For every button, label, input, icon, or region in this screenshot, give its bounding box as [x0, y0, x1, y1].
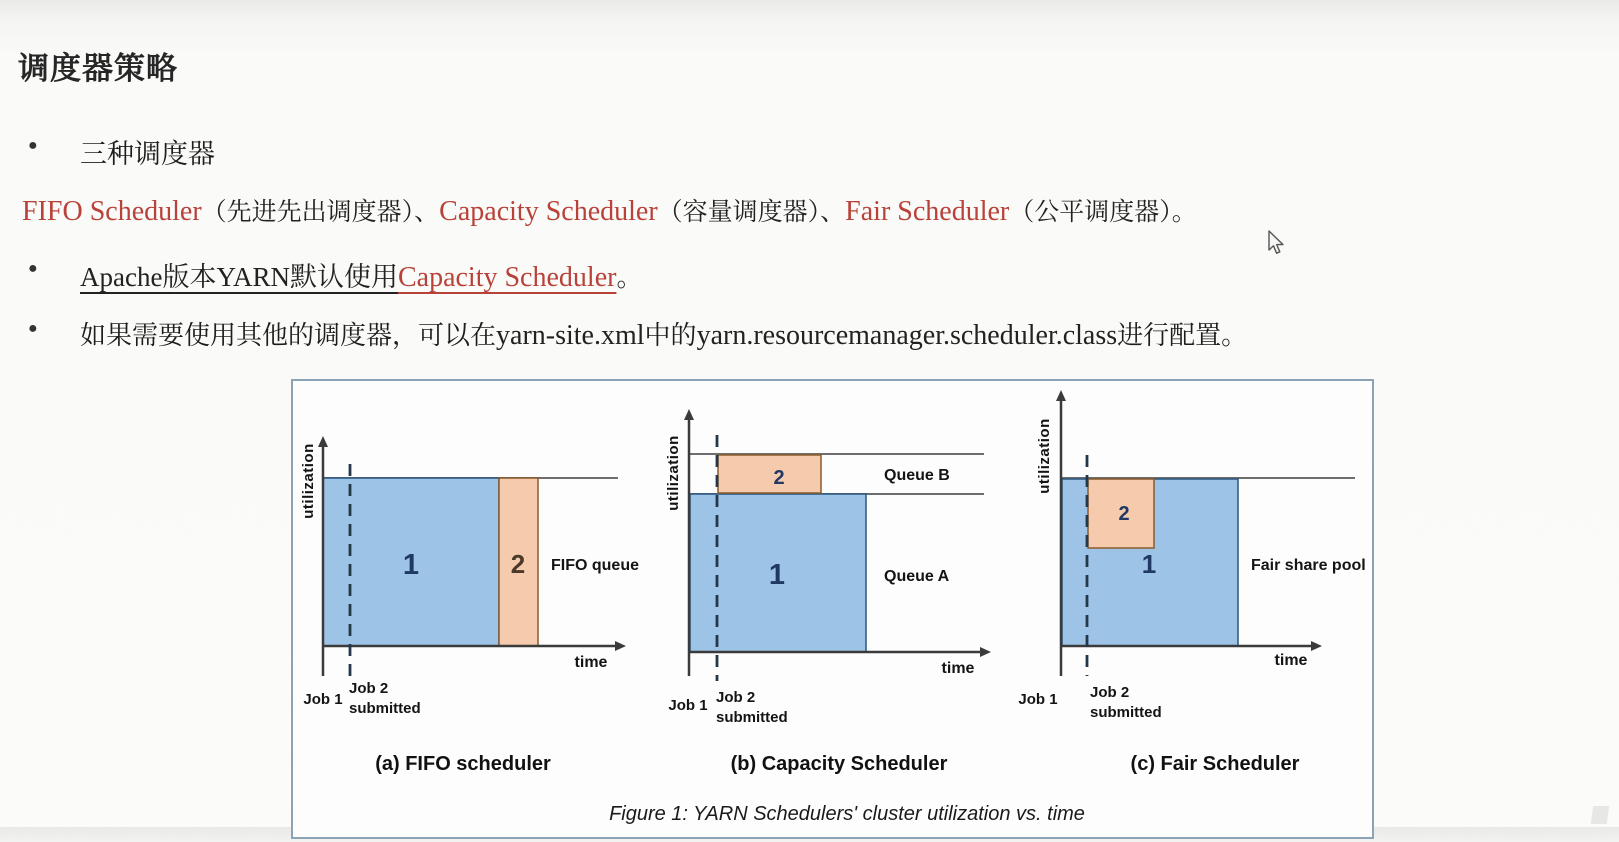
panel-c-caption: (c) Fair Scheduler	[1130, 753, 1300, 775]
x-axis-arrow	[615, 641, 626, 651]
job1-label: Job 1	[1018, 691, 1058, 708]
fifo-scheduler-cn: （先进先出调度器）、	[201, 198, 440, 226]
corner-artifact	[1591, 806, 1610, 824]
fair-share-pool-label: Fair share pool	[1251, 557, 1366, 574]
capacity-scheduler-text: Capacity Scheduler	[439, 196, 658, 227]
job2-block	[718, 455, 821, 493]
job1-label: Job 1	[303, 691, 343, 708]
capacity-scheduler-cn: （容量调度器）、	[657, 198, 846, 226]
job1-number: 1	[1141, 549, 1157, 579]
scheduler-class-code: yarn.resourcemanager.scheduler.class	[696, 320, 1118, 351]
bullet-row-3	[0, 315, 1610, 352]
job2-label-line1: Job 2	[716, 689, 756, 706]
y-axis-label: utilization	[1036, 418, 1053, 494]
bullet3-seg3: 进行配置。	[1117, 320, 1248, 350]
mouse-cursor-icon	[1266, 230, 1288, 256]
panel-capacity	[665, 409, 991, 775]
schedulers-diagram	[293, 381, 1372, 837]
job2-label-line2: submitted	[349, 700, 421, 717]
yarn-schedulers-figure	[291, 379, 1374, 839]
job2-number: 2	[510, 549, 526, 579]
bullet-row-2	[0, 255, 1610, 294]
y-axis-label: utilization	[300, 443, 317, 519]
fifo-queue-label: FIFO queue	[551, 557, 639, 574]
y-axis-arrow	[684, 409, 694, 420]
bullet3-seg2: 中的	[644, 320, 697, 350]
x-axis-arrow	[1311, 641, 1322, 651]
x-axis-label: time	[941, 660, 975, 677]
job2-label-line2: submitted	[1090, 704, 1162, 721]
job2-label-line1: Job 2	[1090, 684, 1130, 701]
queue-b-label: Queue B	[884, 467, 950, 484]
panel-a-caption: (a) FIFO scheduler	[375, 753, 551, 775]
fair-scheduler-text: Fair Scheduler	[845, 196, 1010, 227]
y-axis-arrow	[318, 436, 328, 447]
job1-label: Job 1	[668, 697, 708, 714]
bullet-row-1	[0, 132, 1610, 171]
panel-fair	[1018, 390, 1365, 775]
bullet-dot: ●	[28, 320, 38, 337]
bullet-dot: ●	[28, 137, 38, 154]
job1-number: 1	[402, 549, 420, 581]
job2-number: 2	[773, 467, 785, 489]
bullet-dot: ●	[28, 260, 38, 277]
job2-label-line1: Job 2	[349, 680, 389, 697]
x-axis-label: time	[1274, 652, 1308, 669]
job2-label-line2: submitted	[716, 709, 788, 726]
bullet2-period: 。	[616, 262, 643, 292]
x-axis-arrow	[980, 647, 991, 657]
queue-a-label: Queue A	[884, 568, 950, 585]
bullet2-black-text: Apache版本YARN默认使用	[80, 262, 398, 292]
job2-number: 2	[1118, 503, 1130, 525]
figure-caption: Figure 1: YARN Schedulers' cluster utilization vs. time	[609, 803, 1085, 825]
yarn-site-xml-code: yarn-site.xml	[496, 320, 645, 351]
y-axis-label: utilization	[665, 435, 682, 511]
bullet2-capacity-link: Capacity Scheduler	[397, 262, 617, 293]
bullet3-seg1: 如果需要使用其他的调度器，可以在	[80, 320, 497, 350]
scheduler-enumeration-line	[22, 192, 1197, 228]
x-axis-label: time	[574, 654, 608, 671]
y-axis-arrow	[1056, 390, 1066, 401]
job1-number: 1	[768, 559, 786, 591]
fair-scheduler-cn: （公平调度器）。	[1009, 198, 1197, 226]
page-title: 调度器策略	[18, 50, 178, 86]
panel-fifo	[300, 436, 639, 775]
panel-b-caption: (b) Capacity Scheduler	[730, 753, 948, 775]
fifo-scheduler-text: FIFO Scheduler	[22, 196, 202, 227]
bullet1-text: 三种调度器	[80, 139, 215, 169]
